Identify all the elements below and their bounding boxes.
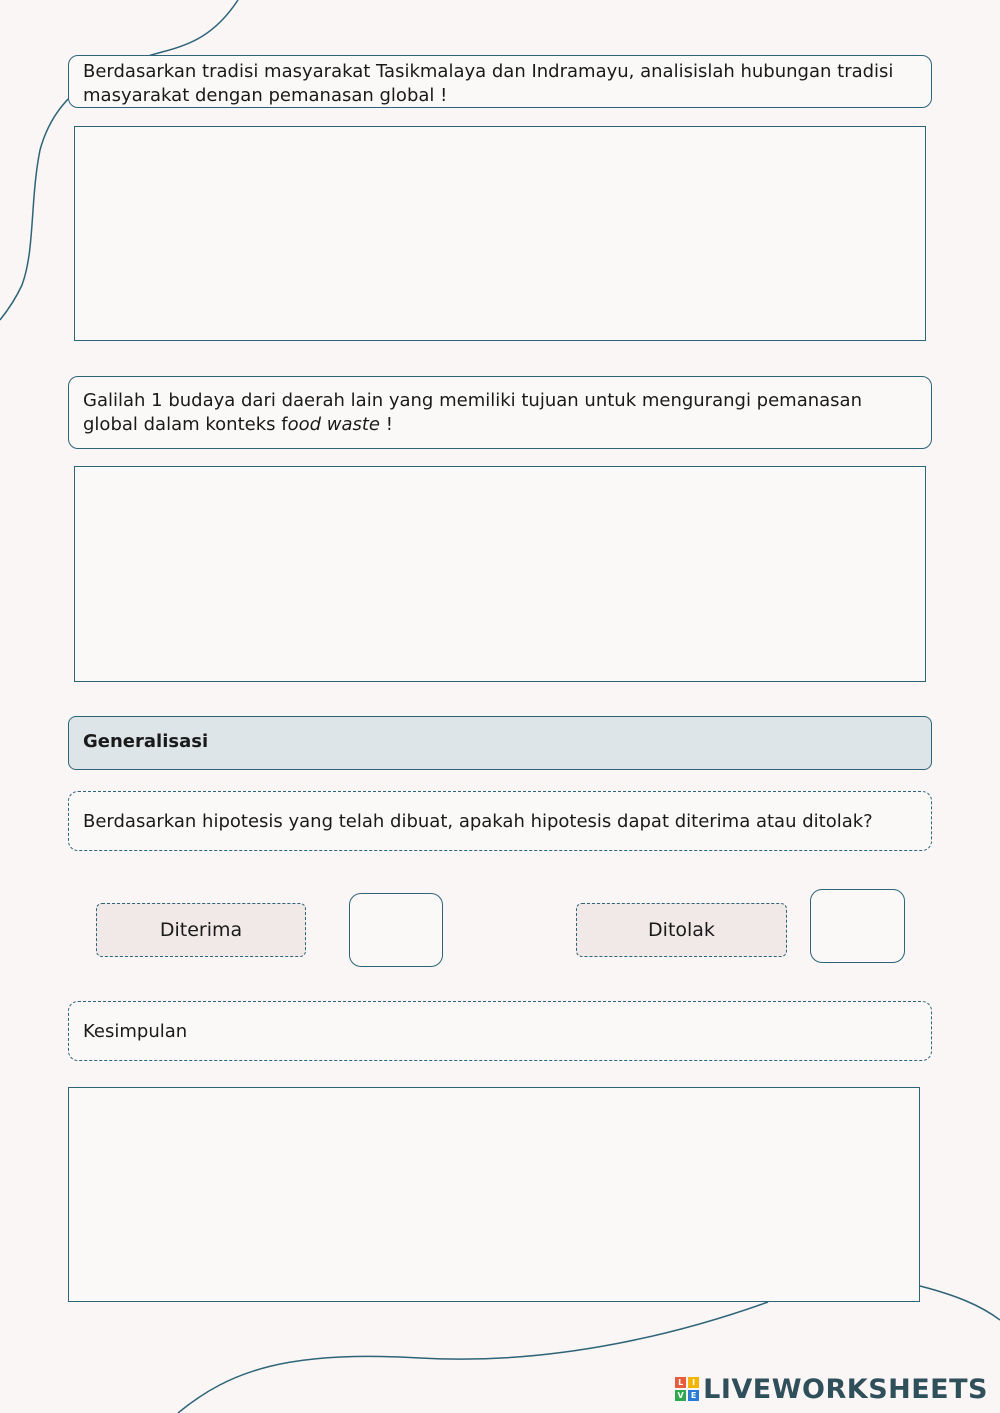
generalisasi-header — [68, 716, 932, 770]
answer-box-2[interactable] — [74, 466, 926, 682]
question-2-italic: ood waste — [287, 414, 380, 435]
conclusion-label: Kesimpulan — [83, 1020, 188, 1042]
option-ditolak — [576, 903, 787, 957]
hypothesis-prompt — [68, 791, 932, 851]
logo-text: LIVEWORKSHEETS — [703, 1373, 988, 1405]
liveworksheets-logo — [675, 1373, 988, 1405]
generalisasi-title: Generalisasi — [83, 731, 209, 752]
answer-box-1[interactable] — [74, 126, 926, 341]
option-ditolak-label: Ditolak — [648, 919, 715, 941]
logo-mark-v: V — [675, 1390, 686, 1401]
logo-mark-i: I — [688, 1377, 699, 1388]
conclusion-answer-box[interactable] — [68, 1087, 920, 1302]
question-2-end: ! — [380, 414, 393, 435]
hypothesis-prompt-text: Berdasarkan hipotesis yang telah dibuat, apakah hipotesis dapat diterima atau ditolak? — [83, 810, 873, 832]
question-2-text: Galilah 1 budaya dari daerah lain yang memiliki tujuan untuk mengurangi pemanasan global dalam konteks f — [83, 390, 862, 435]
logo-mark-icon — [675, 1377, 699, 1401]
checkbox-diterima[interactable] — [349, 893, 443, 967]
question-1 — [68, 55, 932, 108]
question-2 — [68, 376, 932, 449]
option-diterima-label: Diterima — [159, 919, 243, 941]
checkbox-ditolak[interactable] — [810, 889, 905, 963]
conclusion-label-box — [68, 1001, 932, 1061]
logo-mark-l: L — [675, 1377, 686, 1388]
logo-mark-e: E — [688, 1390, 699, 1401]
question-1-text: Berdasarkan tradisi masyarakat Tasikmalaya dan Indramayu, analisislah hubungan tradisi masyarakat dengan pemanasan global ! — [83, 61, 894, 106]
option-diterima — [96, 903, 306, 957]
